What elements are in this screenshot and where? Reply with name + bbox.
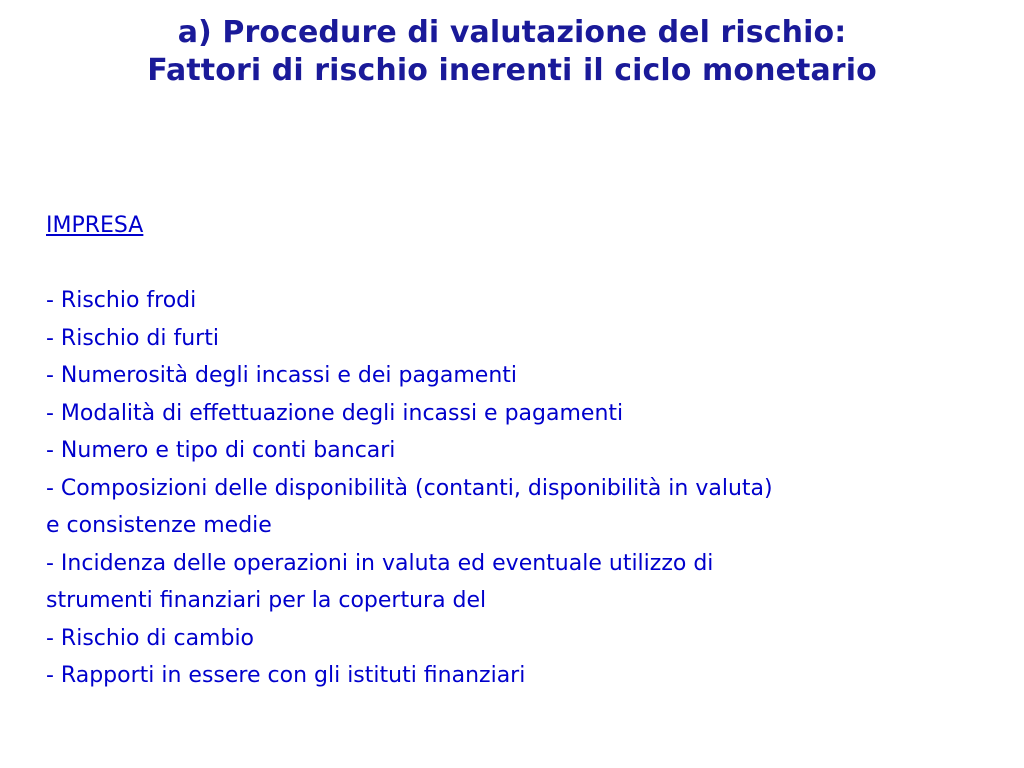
list-item-continuation: e consistenze medie (46, 513, 272, 538)
list-item: - Rischio frodi (46, 288, 197, 313)
title-line-2: Fattori di rischio inerenti il ciclo monetario (147, 53, 877, 88)
list-item: - Numero e tipo di conti bancari (46, 438, 396, 463)
section-heading: IMPRESA (46, 213, 144, 238)
blank-line (46, 245, 986, 283)
list-item: - Incidenza delle operazioni in valuta ed eventuale utilizzo di (46, 550, 714, 576)
slide-body (46, 207, 986, 695)
list-item: - Numerosità degli incassi e dei pagamenti (46, 363, 518, 388)
list-item: - Rapporti in essere con gli istituti finanziari (46, 663, 526, 688)
list-item-continuation: strumenti finanziari per la copertura del (46, 588, 487, 613)
list-item: - Composizioni delle disponibilità (contanti, disponibilità in valuta) (46, 475, 773, 501)
list-item: - Rischio di furti (46, 325, 219, 351)
list-item: - Modalità di effettuazione degli incassi e pagamenti (46, 400, 624, 426)
slide-title (0, 14, 1024, 90)
title-line-1: a) Procedure di valutazione del rischio: (177, 15, 847, 50)
list-item: - Rischio di cambio (46, 625, 255, 651)
